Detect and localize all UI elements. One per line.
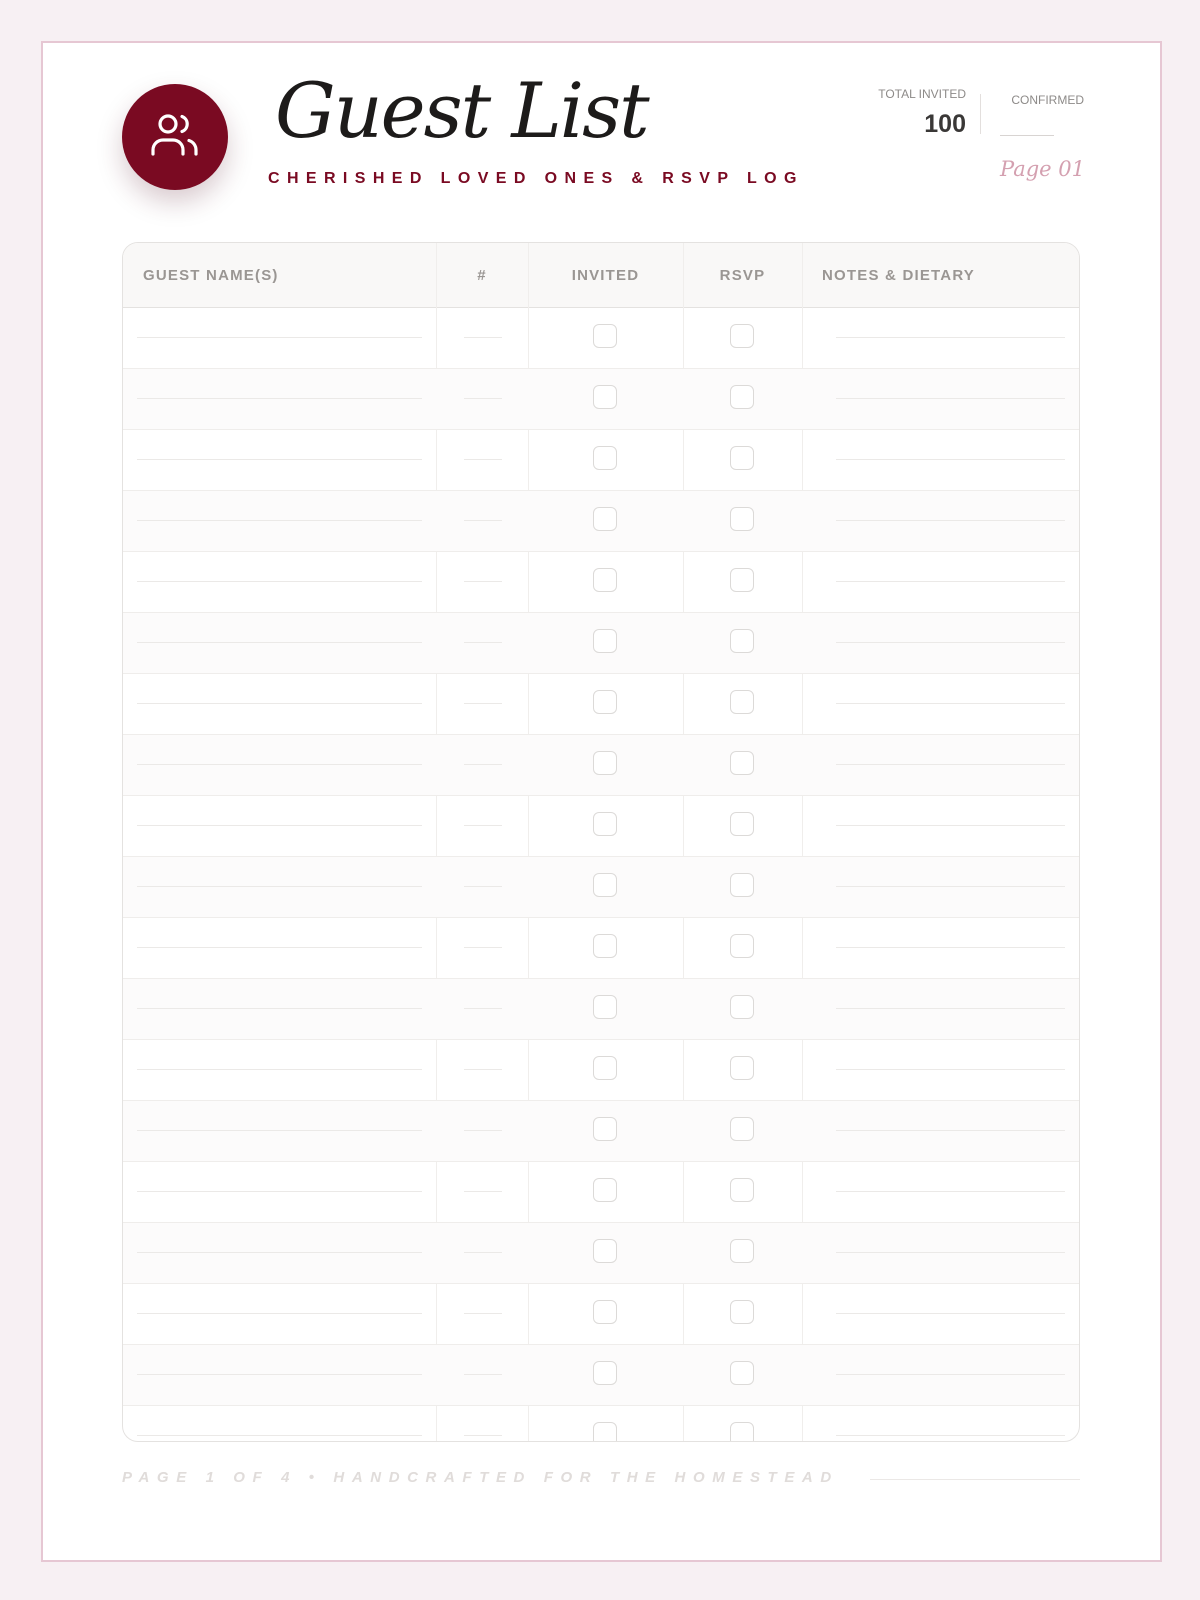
notes-field[interactable] <box>836 581 1065 582</box>
guest-name-field[interactable] <box>137 703 422 704</box>
rsvp-checkbox[interactable] <box>730 324 754 348</box>
table-row <box>123 1284 1079 1345</box>
guest-count-field[interactable] <box>464 398 502 399</box>
guest-count-field[interactable] <box>464 642 502 643</box>
invited-checkbox[interactable] <box>593 1422 617 1442</box>
invited-checkbox[interactable] <box>593 873 617 897</box>
rsvp-checkbox[interactable] <box>730 934 754 958</box>
table-row <box>123 796 1079 857</box>
invited-checkbox[interactable] <box>593 751 617 775</box>
guest-name-field[interactable] <box>137 581 422 582</box>
rsvp-checkbox[interactable] <box>730 873 754 897</box>
notes-field[interactable] <box>836 1435 1065 1436</box>
invited-checkbox[interactable] <box>593 812 617 836</box>
table-row <box>123 674 1079 735</box>
guest-name-field[interactable] <box>137 764 422 765</box>
table-row <box>123 1223 1079 1284</box>
guest-table <box>122 242 1080 1442</box>
rsvp-checkbox[interactable] <box>730 507 754 531</box>
footer-rule <box>870 1479 1080 1480</box>
table-row <box>123 491 1079 552</box>
table-row <box>123 1345 1079 1406</box>
total-invited-label: TOTAL INVITED <box>878 87 966 101</box>
guest-name-field[interactable] <box>137 642 422 643</box>
invited-checkbox[interactable] <box>593 629 617 653</box>
notes-field[interactable] <box>836 642 1065 643</box>
guest-count-field[interactable] <box>464 825 502 826</box>
guest-count-field[interactable] <box>464 764 502 765</box>
notes-field[interactable] <box>836 459 1065 460</box>
guest-name-field[interactable] <box>137 825 422 826</box>
rsvp-checkbox[interactable] <box>730 1361 754 1385</box>
invited-checkbox[interactable] <box>593 568 617 592</box>
guest-count-field[interactable] <box>464 1069 502 1070</box>
guest-count-field[interactable] <box>464 1252 502 1253</box>
table-row <box>123 857 1079 918</box>
guest-name-field[interactable] <box>137 1374 422 1375</box>
guest-list-badge <box>122 84 228 190</box>
invited-checkbox[interactable] <box>593 995 617 1019</box>
rsvp-checkbox[interactable] <box>730 629 754 653</box>
confirmed-value-field[interactable] <box>1000 135 1054 136</box>
invited-checkbox[interactable] <box>593 507 617 531</box>
guest-name-field[interactable] <box>137 337 422 338</box>
rsvp-checkbox[interactable] <box>730 812 754 836</box>
table-row <box>123 979 1079 1040</box>
people-icon <box>149 111 201 164</box>
invited-checkbox[interactable] <box>593 385 617 409</box>
column-header-invited: INVITED <box>571 266 640 284</box>
guest-count-field[interactable] <box>464 520 502 521</box>
stat-divider <box>980 94 981 134</box>
guest-name-field[interactable] <box>137 459 422 460</box>
guest-count-field[interactable] <box>464 703 502 704</box>
guest-name-field[interactable] <box>137 1130 422 1131</box>
notes-field[interactable] <box>836 703 1065 704</box>
guest-count-field[interactable] <box>464 337 502 338</box>
footer-text: PAGE 1 OF 4 • HANDCRAFTED FOR THE HOMESTEAD <box>122 1469 839 1486</box>
guest-count-field[interactable] <box>464 1313 502 1314</box>
table-row <box>123 613 1079 674</box>
table-row <box>123 308 1079 369</box>
page-title: Guest List <box>275 66 648 155</box>
rsvp-checkbox[interactable] <box>730 385 754 409</box>
rsvp-checkbox[interactable] <box>730 568 754 592</box>
rsvp-checkbox[interactable] <box>730 690 754 714</box>
notes-field[interactable] <box>836 1130 1065 1131</box>
total-invited-value: 100 <box>924 110 966 138</box>
guest-count-field[interactable] <box>464 1008 502 1009</box>
rsvp-checkbox[interactable] <box>730 1117 754 1141</box>
rsvp-checkbox[interactable] <box>730 751 754 775</box>
rsvp-checkbox[interactable] <box>730 1300 754 1324</box>
invited-checkbox[interactable] <box>593 1300 617 1324</box>
table-row <box>123 369 1079 430</box>
column-header-notes: NOTES & DIETARY <box>822 266 976 284</box>
invited-checkbox[interactable] <box>593 690 617 714</box>
table-row <box>123 1101 1079 1162</box>
guest-name-field[interactable] <box>137 1191 422 1192</box>
guest-name-field[interactable] <box>137 1069 422 1070</box>
invited-checkbox[interactable] <box>593 1056 617 1080</box>
column-header-rsvp: RSVP <box>719 266 766 284</box>
invited-checkbox[interactable] <box>593 1239 617 1263</box>
invited-checkbox[interactable] <box>593 934 617 958</box>
notes-field[interactable] <box>836 520 1065 521</box>
notes-field[interactable] <box>836 1252 1065 1253</box>
guest-name-field[interactable] <box>137 398 422 399</box>
guest-name-field[interactable] <box>137 1435 422 1436</box>
notes-field[interactable] <box>836 1191 1065 1192</box>
table-body <box>123 308 1079 1442</box>
notes-field[interactable] <box>836 825 1065 826</box>
notes-field[interactable] <box>836 947 1065 948</box>
table-row <box>123 430 1079 491</box>
table-row <box>123 918 1079 979</box>
guest-name-field[interactable] <box>137 1252 422 1253</box>
invited-checkbox[interactable] <box>593 1117 617 1141</box>
notes-field[interactable] <box>836 1069 1065 1070</box>
rsvp-checkbox[interactable] <box>730 1178 754 1202</box>
guest-name-field[interactable] <box>137 520 422 521</box>
confirmed-label: CONFIRMED <box>1011 93 1084 107</box>
column-header-guest-names: GUEST NAME(S) <box>143 266 279 284</box>
table-row <box>123 1406 1079 1442</box>
guest-count-field[interactable] <box>464 1435 502 1436</box>
page-subtitle: CHERISHED LOVED ONES & RSVP LOG <box>268 170 804 187</box>
notes-field[interactable] <box>836 398 1065 399</box>
guest-count-field[interactable] <box>464 459 502 460</box>
guest-name-field[interactable] <box>137 886 422 887</box>
invited-checkbox[interactable] <box>593 446 617 470</box>
guest-name-field[interactable] <box>137 1313 422 1314</box>
rsvp-checkbox[interactable] <box>730 1239 754 1263</box>
guest-name-field[interactable] <box>137 947 422 948</box>
notes-field[interactable] <box>836 1313 1065 1314</box>
invited-checkbox[interactable] <box>593 324 617 348</box>
notes-field[interactable] <box>836 886 1065 887</box>
column-header-count: # <box>477 266 487 284</box>
notes-field[interactable] <box>836 337 1065 338</box>
rsvp-checkbox[interactable] <box>730 1422 754 1442</box>
guest-count-field[interactable] <box>464 1130 502 1131</box>
table-row <box>123 1162 1079 1223</box>
rsvp-checkbox[interactable] <box>730 446 754 470</box>
guest-count-field[interactable] <box>464 886 502 887</box>
table-row <box>123 1040 1079 1101</box>
rsvp-checkbox[interactable] <box>730 995 754 1019</box>
table-header <box>123 243 1079 308</box>
planner-sheet <box>41 41 1162 1562</box>
page-tag: Page 01 <box>1000 157 1085 181</box>
table-row <box>123 552 1079 613</box>
guest-count-field[interactable] <box>464 1191 502 1192</box>
notes-field[interactable] <box>836 764 1065 765</box>
guest-name-field[interactable] <box>137 1008 422 1009</box>
rsvp-checkbox[interactable] <box>730 1056 754 1080</box>
invited-checkbox[interactable] <box>593 1361 617 1385</box>
notes-field[interactable] <box>836 1008 1065 1009</box>
table-row <box>123 735 1079 796</box>
guest-count-field[interactable] <box>464 1374 502 1375</box>
invited-checkbox[interactable] <box>593 1178 617 1202</box>
guest-count-field[interactable] <box>464 947 502 948</box>
guest-count-field[interactable] <box>464 581 502 582</box>
notes-field[interactable] <box>836 1374 1065 1375</box>
